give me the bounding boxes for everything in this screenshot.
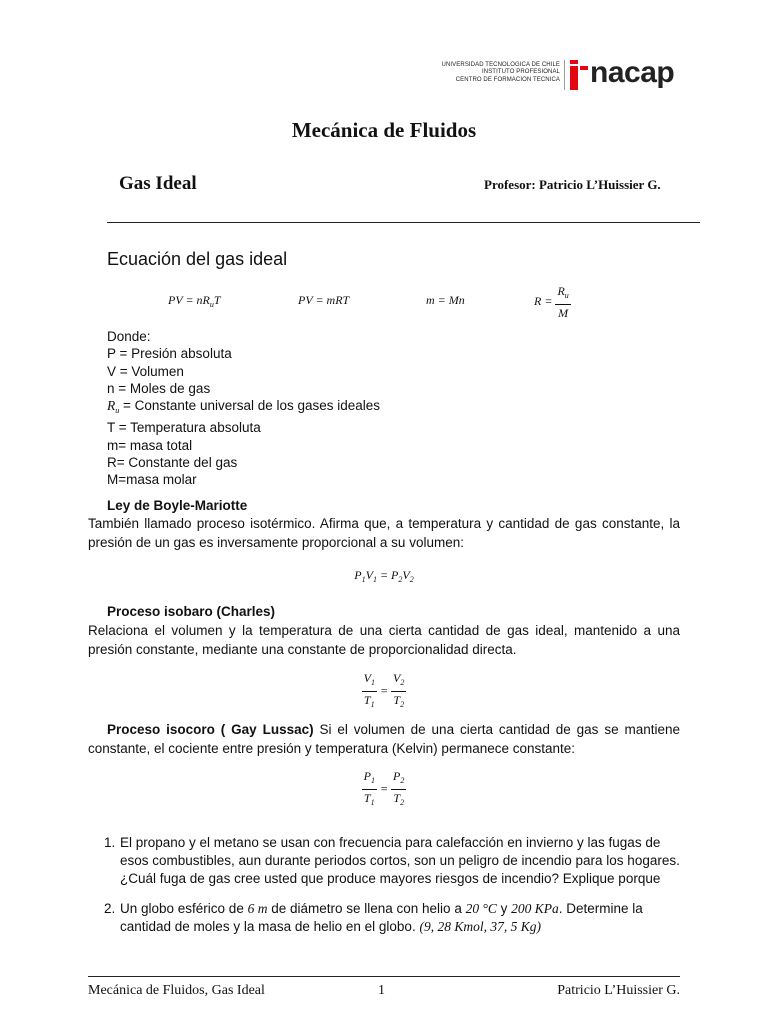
institution-line-3: CENTRO DE FORMACION TECNICA — [455, 76, 560, 83]
charles-heading: Proceso isobaro (Charles) — [107, 604, 276, 619]
problem-number: 1. — [104, 835, 116, 850]
definition-item: V = Volumen — [107, 363, 184, 379]
inacap-logo-icon — [570, 60, 588, 90]
definition-item: P = Presión absoluta — [107, 346, 232, 362]
problem-math: 6 m — [247, 901, 268, 916]
definition-item: T = Temperatura absoluta — [107, 420, 261, 436]
problems-list — [104, 834, 680, 936]
problem-item — [104, 900, 680, 936]
institution-lines — [432, 62, 560, 84]
institution-line-1: UNIVERSIDAD TECNOLOGICA DE CHILE — [441, 62, 560, 68]
institution-logo — [432, 58, 682, 98]
equation-pv-nrut: PV = $nR_uT$ — [168, 293, 221, 309]
definition-item: $R_u$ = Constante universal de los gases ideales — [107, 398, 381, 416]
equation-pv-mrt: PV = mRT — [298, 293, 350, 307]
gaylussac-equation: $\frac{P_1}{T_1}$ = $\frac{P_2}{T_2}$ — [363, 769, 405, 807]
definitions-list — [107, 328, 380, 489]
footer-author: Patricio L’Huissier G. — [557, 983, 680, 998]
problem-item — [104, 834, 680, 888]
page-title: Mecánica de Fluidos — [291, 118, 477, 142]
definition-item: M=masa molar — [107, 472, 197, 488]
problem-math: 200 KPa — [511, 901, 559, 916]
boyle-equation: $P_1V_1 = P_2V_2$ — [354, 568, 414, 584]
problem-text: y — [496, 901, 512, 916]
boyle-text: También llamado proceso isotérmico. Afirma que, a temperatura y cantidad de gas constante, la presión de un gas es inversamente proporcional a su volumen: — [88, 516, 680, 550]
boyle-heading: Ley de Boyle-Mariotte — [107, 498, 248, 513]
logo-divider — [564, 60, 565, 90]
definition-item: m= masa total — [107, 437, 193, 453]
problem-text: Un globo esférico de — [120, 901, 248, 916]
definitions-intro: Donde: — [107, 329, 151, 344]
header-divider — [107, 222, 700, 223]
problem-text: de diámetro se llena con helio a — [267, 901, 466, 916]
gaylussac-text: Si el volumen de una cierta cantidad de gas se mantiene constante, el cociente entre presión y temperatura (Kelvin) permanece constante: — [88, 722, 680, 756]
ideal-gas-equations — [0, 284, 768, 320]
section-title: Ecuación del gas ideal — [107, 249, 288, 269]
definition-ru-text: = Constante universal de los gases ideales — [123, 398, 381, 414]
charles-equation: $\frac{V_1}{T_1}$ = $\frac{V_2}{T_2}$ — [363, 671, 405, 709]
professor-name: Profesor: Patricio L’Huissier G. — [484, 177, 661, 192]
footer-title: Mecánica de Fluidos, Gas Ideal — [88, 983, 265, 998]
problem-text: El propano y el metano se usan con frecuencia para calefacción en invierno y las fugas de esos combustibles, aun durante periodos cortos, son un peligro de incendio para los hogares. ¿Cuál fuga de gas cree usted que produce mayores riesgos de incendio? Explique porque — [120, 835, 680, 886]
page-number: 1 — [378, 983, 385, 998]
equation-m-mn: m = Mn — [426, 293, 465, 307]
logo-text: nacap — [590, 56, 675, 89]
definition-item: n = Moles de gas — [107, 380, 211, 396]
problem-number: 2. — [104, 901, 116, 916]
charles-text: Relaciona el volumen y la temperatura de una cierta cantidad de gas ideal, mantenido a una presión constante, mediante una constante de proporcionalidad directa. — [88, 623, 680, 657]
equation-r-ru-m: R = $\frac{R_u}{M}$ — [534, 284, 569, 320]
gaylussac-paragraph — [88, 720, 680, 758]
subtitle: Gas Ideal — [119, 173, 197, 194]
footer-divider — [88, 976, 680, 977]
gaylussac-heading: Proceso isocoro ( Gay Lussac) — [107, 722, 314, 737]
definition-item: R= Constante del gas — [107, 455, 238, 471]
problem-math: 20 °C — [465, 901, 497, 916]
problem-text: . Determine la cantidad de moles y la masa de helio en el globo. — [120, 901, 643, 934]
problem-answer: (9, 28 Kmol, 37, 5 Kg) — [419, 919, 541, 934]
institution-line-2: INSTITUTO PROFESIONAL — [482, 69, 560, 76]
